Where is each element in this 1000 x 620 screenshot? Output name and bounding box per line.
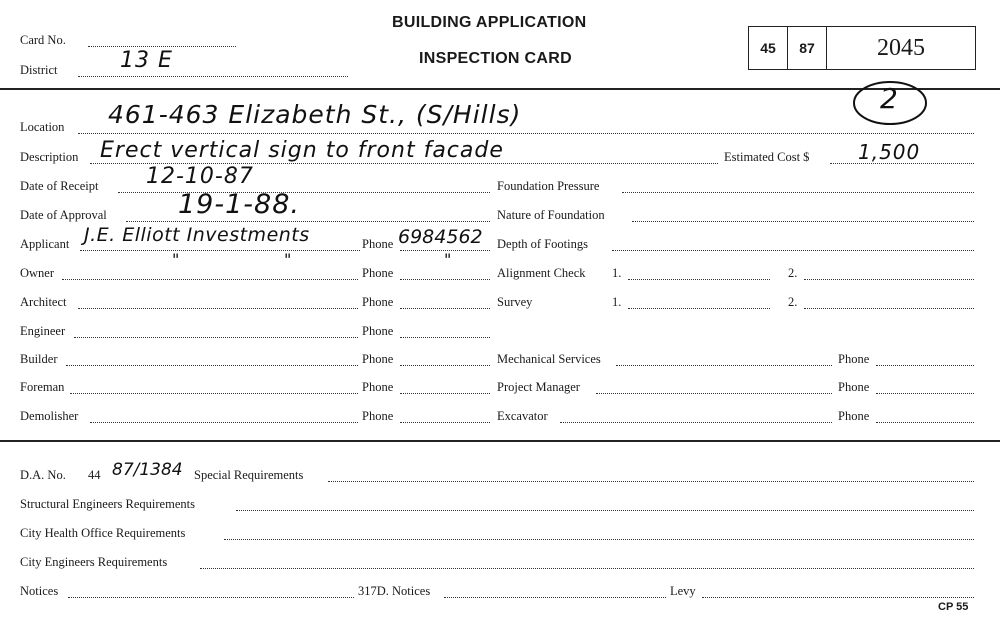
- survey-1-field[interactable]: [628, 308, 770, 309]
- builder-field[interactable]: [66, 365, 358, 366]
- survey-2-label: 2.: [788, 295, 798, 309]
- date-approval-label: Date of Approval: [20, 208, 107, 222]
- pm-phone-field[interactable]: [876, 393, 974, 394]
- owner-ditto-2: ": [284, 250, 293, 269]
- description-value: Erect vertical sign to front facade: [100, 138, 504, 163]
- city-eng-req-label: City Engineers Requirements: [20, 555, 168, 569]
- owner-ditto-1: ": [172, 250, 181, 269]
- card-box-cell1: 45: [749, 27, 788, 69]
- estimated-cost-label: Estimated Cost $: [724, 150, 810, 164]
- excavator-phone-label: Phone: [838, 409, 870, 423]
- depth-footings-field[interactable]: [612, 250, 974, 251]
- architect-field[interactable]: [78, 308, 358, 309]
- district-value: 13 E: [120, 48, 173, 73]
- architect-phone-field[interactable]: [400, 308, 490, 309]
- foreman-label: Foreman: [20, 380, 65, 394]
- date-approval-field[interactable]: [126, 221, 490, 222]
- foreman-field[interactable]: [70, 393, 358, 394]
- foundation-pressure-field[interactable]: [622, 192, 974, 193]
- alignment-1-label: 1.: [612, 266, 622, 280]
- district-field[interactable]: [78, 76, 348, 77]
- owner-phone-label: Phone: [362, 266, 394, 280]
- health-req-label: City Health Office Requirements: [20, 526, 186, 540]
- notices-317d-field[interactable]: [444, 597, 666, 598]
- estimated-cost-value: 1,500: [858, 140, 921, 164]
- card-no-field[interactable]: [88, 46, 236, 47]
- middle-divider: [0, 440, 1000, 442]
- demolisher-phone-field[interactable]: [400, 422, 490, 423]
- da-no-label: D.A. No.: [20, 468, 66, 482]
- excavator-phone-field[interactable]: [876, 422, 974, 423]
- excavator-field[interactable]: [560, 422, 832, 423]
- da-no-value: 87/1384: [112, 460, 183, 480]
- engineer-phone-label: Phone: [362, 324, 394, 338]
- notices-label: Notices: [20, 584, 59, 598]
- alignment-check-label: Alignment Check: [497, 266, 586, 280]
- card-number-box: [748, 26, 976, 70]
- alignment-1-field[interactable]: [628, 279, 770, 280]
- date-approval-value: 19-1-88.: [178, 189, 300, 220]
- mech-phone-field[interactable]: [876, 365, 974, 366]
- card-box-number: 2045: [877, 34, 925, 61]
- foreman-phone-field[interactable]: [400, 393, 490, 394]
- date-receipt-label: Date of Receipt: [20, 179, 99, 193]
- health-req-field[interactable]: [224, 539, 974, 540]
- title-line1: BUILDING APPLICATION: [392, 14, 587, 31]
- owner-phone-ditto: ": [444, 250, 453, 269]
- structural-req-label: Structural Engineers Requirements: [20, 497, 195, 511]
- form-code: CP 55: [938, 601, 969, 613]
- owner-field[interactable]: [62, 279, 358, 280]
- structural-req-field[interactable]: [236, 510, 974, 511]
- builder-phone-label: Phone: [362, 352, 394, 366]
- project-manager-label: Project Manager: [497, 380, 580, 394]
- applicant-label: Applicant: [20, 237, 70, 251]
- nature-foundation-field[interactable]: [632, 221, 974, 222]
- date-receipt-field[interactable]: [118, 192, 490, 193]
- levy-label: Levy: [670, 584, 696, 598]
- excavator-label: Excavator: [497, 409, 548, 423]
- card-no-label: Card No.: [20, 33, 66, 47]
- description-label: Description: [20, 150, 79, 164]
- date-receipt-value: 12-10-87: [146, 164, 254, 189]
- survey-1-label: 1.: [612, 295, 622, 309]
- applicant-phone-label: Phone: [362, 237, 394, 251]
- demolisher-field[interactable]: [90, 422, 358, 423]
- engineer-label: Engineer: [20, 324, 66, 338]
- card-box-cell2: 87: [788, 27, 827, 69]
- demolisher-phone-label: Phone: [362, 409, 394, 423]
- survey-2-field[interactable]: [804, 308, 974, 309]
- architect-label: Architect: [20, 295, 67, 309]
- pm-phone-label: Phone: [838, 380, 870, 394]
- special-req-field[interactable]: [328, 481, 974, 482]
- applicant-value: J.E. Elliott Investments: [84, 224, 310, 246]
- location-label: Location: [20, 120, 65, 134]
- mech-services-field[interactable]: [616, 365, 832, 366]
- foundation-pressure-label: Foundation Pressure: [497, 179, 600, 193]
- builder-label: Builder: [20, 352, 58, 366]
- engineer-field[interactable]: [74, 337, 358, 338]
- district-label: District: [20, 63, 58, 77]
- circled-mark-value: 2: [880, 82, 899, 115]
- depth-footings-label: Depth of Footings: [497, 237, 588, 251]
- owner-phone-field[interactable]: [400, 279, 490, 280]
- builder-phone-field[interactable]: [400, 365, 490, 366]
- special-req-label: Special Requirements: [194, 468, 304, 482]
- location-field[interactable]: [78, 133, 974, 134]
- alignment-2-field[interactable]: [804, 279, 974, 280]
- owner-label: Owner: [20, 266, 55, 280]
- applicant-phone-value: 6984562: [398, 226, 483, 248]
- title-line2: INSPECTION CARD: [419, 50, 572, 67]
- alignment-2-label: 2.: [788, 266, 798, 280]
- location-value: 461-463 Elizabeth St., (S/Hills): [108, 100, 522, 129]
- survey-label: Survey: [497, 295, 533, 309]
- notices-317d-label: 317D. Notices: [358, 584, 431, 598]
- demolisher-label: Demolisher: [20, 409, 79, 423]
- notices-field[interactable]: [68, 597, 354, 598]
- architect-phone-label: Phone: [362, 295, 394, 309]
- project-manager-field[interactable]: [596, 393, 832, 394]
- da-no-printed: 44: [88, 468, 101, 482]
- mech-phone-label: Phone: [838, 352, 870, 366]
- foreman-phone-label: Phone: [362, 380, 394, 394]
- nature-foundation-label: Nature of Foundation: [497, 208, 605, 222]
- city-eng-req-field[interactable]: [200, 568, 974, 569]
- levy-field[interactable]: [702, 597, 974, 598]
- applicant-field[interactable]: [80, 250, 360, 251]
- engineer-phone-field[interactable]: [400, 337, 490, 338]
- mech-services-label: Mechanical Services: [497, 352, 601, 366]
